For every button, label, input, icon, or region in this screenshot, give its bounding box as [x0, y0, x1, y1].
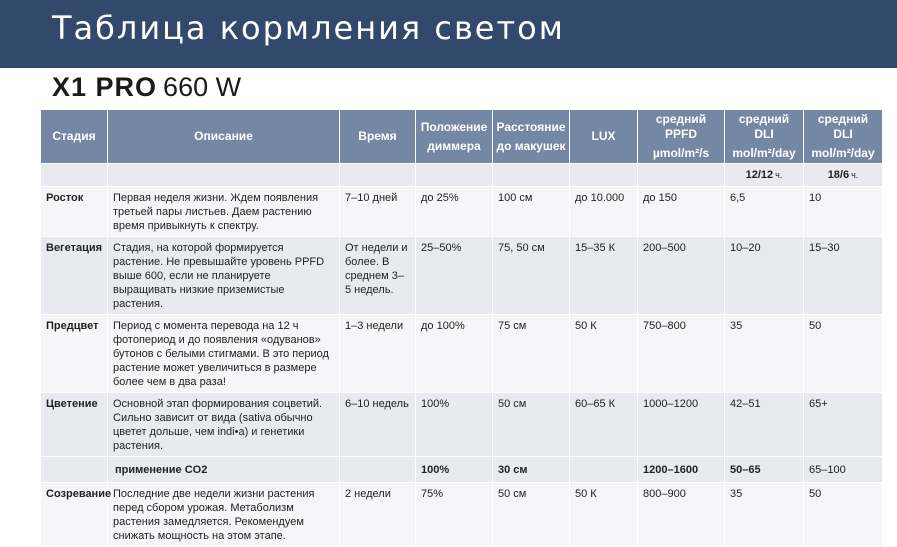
table-row [41, 187, 883, 237]
distance-cell: 50 см [493, 483, 570, 547]
distance-cell: 75 см [493, 315, 570, 393]
col-header-ppfd-line1: средний PPFD [655, 112, 707, 141]
description-cell: Первая неделя жизни. Ждем появления третьей пары листьев. Даем растению время привыкнуть к спектру. [108, 187, 340, 237]
ppfd-cell: 750–800 [638, 315, 725, 393]
dli-12-cell: 10–20 [725, 237, 804, 315]
col-header-dli-18-line2: mol/m²/day [811, 146, 875, 160]
empty-cell [416, 164, 493, 187]
stage-cell: Росток [41, 187, 108, 237]
table-row [41, 237, 883, 315]
product-wattage: 660 W [163, 72, 242, 102]
dimmer-cell: 100% [416, 393, 493, 457]
time-cell: От недели и более. В среднем 3–5 недель. [340, 237, 416, 315]
stage-cell: Цветение [41, 393, 108, 457]
co2-dli-12-cell: 50–65 [725, 457, 804, 483]
dimmer-cell: 25–50% [416, 237, 493, 315]
empty-cell [108, 164, 340, 187]
col-header-dli-12 [725, 110, 804, 164]
col-header-ppfd [638, 110, 725, 164]
col-header-dli-18 [804, 110, 883, 164]
empty-cell [340, 457, 416, 483]
photoperiod-row [41, 164, 883, 187]
table-row [41, 315, 883, 393]
empty-cell [493, 164, 570, 187]
stage-cell: Предцвет [41, 315, 108, 393]
lux-cell: 60–65 К [570, 393, 638, 457]
co2-dli-18-cell: 65–100 [804, 457, 883, 483]
co2-ppfd-cell: 1200–1600 [638, 457, 725, 483]
dli-18-cell: 15–30 [804, 237, 883, 315]
empty-cell [340, 164, 416, 187]
product-title [52, 72, 241, 103]
col-header-distance-line1: Расстояние [496, 119, 566, 134]
table-row [41, 483, 883, 547]
col-header-dimmer-line1: Положение [420, 119, 488, 134]
header-banner [0, 0, 897, 68]
product-model: X1 PRO [52, 72, 158, 102]
lux-cell: до 10.000 [570, 187, 638, 237]
col-header-dli-12-line1: средний DLI [738, 112, 790, 141]
co2-distance-cell: 30 см [493, 457, 570, 483]
distance-cell: 100 см [493, 187, 570, 237]
page-title: Таблица кормления светом [52, 9, 565, 47]
dimmer-cell: до 100% [416, 315, 493, 393]
dli-12-cell: 35 [725, 315, 804, 393]
dli-18-cell: 50 [804, 315, 883, 393]
lux-cell: 15–35 К [570, 237, 638, 315]
time-cell: 1–3 недели [340, 315, 416, 393]
table-header-row [41, 110, 883, 164]
photoperiod-value: 18/6 [827, 169, 850, 181]
table-row [41, 393, 883, 457]
distance-cell: 50 см [493, 393, 570, 457]
dli-18-cell: 50 [804, 483, 883, 547]
col-header-time: Время [340, 110, 416, 164]
description-cell: Основной этап формирования соцветий. Сильно зависит от вида (sativa обычно цветет дольше, чем indi•a) и генетики растения. [108, 393, 340, 457]
lux-cell: 50 К [570, 315, 638, 393]
photoperiod-unit: ч. [775, 170, 783, 180]
photoperiod-unit: ч. [851, 170, 859, 180]
description-cell: Период с момента перевода на 12 ч фотопериод и до появления «одуванов» бутонов с белыми стигмами. В это период растение может увеличиться в размере более чем в два раза! [108, 315, 340, 393]
col-header-dimmer [416, 110, 493, 164]
dli-18-cell: 10 [804, 187, 883, 237]
empty-cell [638, 164, 725, 187]
ppfd-cell: 200–500 [638, 237, 725, 315]
col-header-stage: Стадия [41, 110, 108, 164]
co2-dimmer-cell: 100% [416, 457, 493, 483]
ppfd-cell: 1000–1200 [638, 393, 725, 457]
dli-12-cell: 6,5 [725, 187, 804, 237]
time-cell: 2 недели [340, 483, 416, 547]
description-cell: Стадия, на которой формируется растение. Не превышайте уровень PPFD выше 600, если не планируете выращивать низкие приземистые растения. [108, 237, 340, 315]
co2-label: применение CO2 [108, 457, 340, 483]
time-cell: 6–10 недель [340, 393, 416, 457]
ppfd-cell: 800–900 [638, 483, 725, 547]
light-feeding-table [40, 109, 883, 547]
co2-row [41, 457, 883, 483]
distance-cell: 75, 50 см [493, 237, 570, 315]
col-header-description: Описание [108, 110, 340, 164]
empty-cell [41, 457, 108, 483]
col-header-lux: LUX [570, 110, 638, 164]
empty-cell [570, 457, 638, 483]
dimmer-cell: 75% [416, 483, 493, 547]
ppfd-cell: до 150 [638, 187, 725, 237]
col-header-dli-12-line2: mol/m²/day [732, 146, 796, 160]
empty-cell [570, 164, 638, 187]
photoperiod-12-12 [725, 164, 804, 187]
col-header-dimmer-line2: диммера [427, 138, 481, 153]
time-cell: 7–10 дней [340, 187, 416, 237]
dli-18-cell: 65+ [804, 393, 883, 457]
stage-cell: Вегетация [41, 237, 108, 315]
photoperiod-value: 12/12 [745, 169, 774, 181]
empty-cell [41, 164, 108, 187]
description-cell: Последние две недели жизни растения перед сбором урожая. Метаболизм растения замедляется. Рекомендуем снижать мощность на этом этапе. [108, 483, 340, 547]
col-header-ppfd-line2: µmol/m²/s [652, 146, 710, 160]
col-header-distance-line2: до макушек [496, 138, 566, 153]
lux-cell: 50 К [570, 483, 638, 547]
dli-12-cell: 42–51 [725, 393, 804, 457]
col-header-distance [493, 110, 570, 164]
dli-12-cell: 35 [725, 483, 804, 547]
photoperiod-18-6 [804, 164, 883, 187]
col-header-dli-18-line1: средний DLI [817, 112, 869, 141]
dimmer-cell: до 25% [416, 187, 493, 237]
stage-cell: Созревание [41, 483, 108, 547]
